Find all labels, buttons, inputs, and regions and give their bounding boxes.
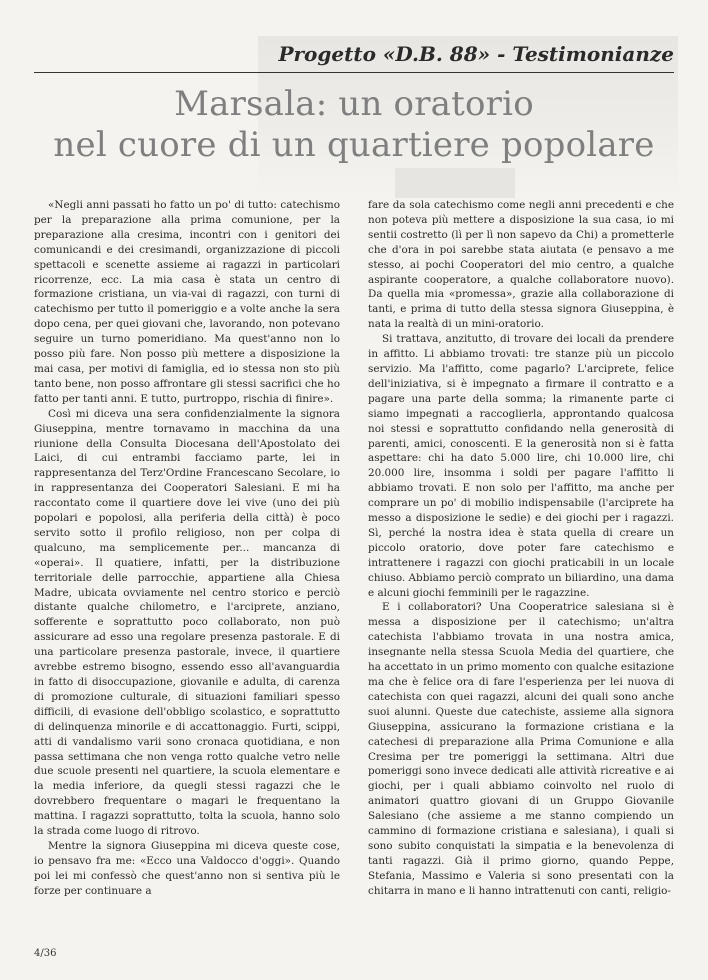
- running-head: Progetto «D.B. 88» - Testimonianze: [278, 42, 674, 66]
- page-number: 4/36: [34, 948, 57, 959]
- article-title-line-1: Marsala: un oratorio: [174, 84, 534, 124]
- header-background-detail: [395, 168, 515, 198]
- paragraph: fare da sola catechismo come negli anni precedenti e che non poteva più mettere a disposizione la sua casa, io mi sentii costretto (lì per lì non sapevo da Chi) a prometterle che d'ora in poi sarebbe stata aiutata (e pensavo a me stesso, ai pochi Cooperatori del mio centro, a qualche aspirante cooperatore, a qualche collaboratore nuovo). Da quella mia «promessa», grazie alla collaborazione di tanti, e prima di tutto della stessa signora Giuseppina, è nata la realtà di un mini-oratorio.: [368, 199, 674, 331]
- paragraph: Si trattava, anzitutto, di trovare dei locali da prendere in affitto. Li abbiamo trovati: tre stanze più un piccolo servizio. Ma l'affitto, come pagarlo? L'arciprete, felice dell'iniziativa, si è impegnato a firmare il contratto e a pagare una parte della somma; la rimanente parte ci siamo impegnati a raccoglierla, approntando qualcosa noi stessi e soprattutto confidando nella generosità di parenti, amici, conoscenti. E la generosità non si è fatta aspettare: chi ha dato 5.000 lire, chi 10.000 lire, chi 20.000 lire, insomma i soldi per pagare l'affitto li abbiamo trovati. E non solo per l'affitto, ma anche per comprare un po' di mobilio indispensabile (l'arciprete ha messo a disposizione le sedie) e dei giochi per i ragazzi. Sì, perché la nostra idea è stata quella di creare un piccolo oratorio, dove poter fare catechismo e intrattenere i ragazzi con giochi praticabili in un locale chiuso. Abbiamo perciò comprato un biliardino, una dama e alcuni giochi femminili per le ragazzine.: [368, 333, 674, 599]
- article-title: [34, 84, 674, 166]
- column-right: [368, 198, 674, 899]
- header-rule: [34, 72, 674, 73]
- column-left: [34, 198, 340, 899]
- paragraph: E i collaboratori? Una Cooperatrice salesiana si è messa a disposizione per il catechismo; un'altra catechista l'abbiamo trovata in una nostra amica, insegnante nella stessa Scuola Media del quartiere, che ha accettato in un primo momento con qualche esitazione ma che è felice ora di fare l'esperienza per lei nuova di catechista con quei ragazzi, alcuni dei quali sono anche suoi alunni. Queste due catechiste, assieme alla signora Giuseppina, assicurano la formazione cristiana e la catechesi di preparazione alla Prima Comunione e alla Cresima per tre pomeriggi la settimana. Altri due pomeriggi sono invece dedicati alle attività ricreative e ai giochi, per i quali abbiamo coinvolto nel ruolo di animatori quattro giovani di un Gruppo Giovanile Salesiano (che assieme a me stanno compiendo un cammino di formazione cristiana e salesiana), i quali si sono subito conquistati la simpatia e la benevolenza di tanti ragazzi. Già il primo giorno, quando Peppe, Stefania, Massimo e Valeria si sono presentati con la chitarra in mano e li hanno intrattenuti con canti, religio-: [368, 601, 674, 897]
- paragraph: Così mi diceva una sera confidenzialmente la signora Giuseppina, mentre tornavamo in macchina da una riunione della Consulta Diocesana dell'Apostolato dei Laici, di cui entrambi facciamo parte, lei in rappresentanza del Terz'Ordine Francescano Secolare, io in rappresentanza dei Cooperatori Salesiani. E mi ha raccontato come il quartiere dove lei vive (uno dei più popolari e popolosi, alla periferia della città) è poco servito sotto il profilo religioso, non per colpa di qualcuno, ma semplicemente per... mancanza di «operai». Il quatiere, infatti, per la distribuzione territoriale delle parrocchie, appartiene alla Chiesa Madre, ubicata ovviamente nel centro storico e perciò distante qualche chilometro, e l'arciprete, anziano, sofferente e soprattutto poco collaborato, non può assicurare ad esso una regolare presenza pastorale. E di una particolare presenza pastorale, invece, il quartiere avrebbe estremo bisogno, essendo esso all'avanguardia in fatto di disoccupazione, giovanile e adulta, di carenza di promozione culturale, di situazioni familiari spesso difficili, di evasione dell'obbligo scolastico, e soprattutto di delinquenza minorile e di accattonaggio. Furti, scippi, atti di vandalismo varii sono cronaca quotidiana, e non passa settimana che non venga rotto qualche vetro nelle due scuole presenti nel quartiere, la scuola elementare e la media inferiore, da quegli stessi ragazzi che le dovrebbero frequentare o magari le frequentano la mattina. I ragazzi soprattutto, tolta la scuola, hanno solo la strada come luogo di ritrovo.: [34, 407, 340, 838]
- paragraph: Mentre la signora Giuseppina mi diceva queste cose, io pensavo fra me: «Ecco una Valdocco d'oggi». Quando poi lei mi confessò che quest'anno non si sentiva più le forze per continuare a: [34, 839, 340, 897]
- paragraph: «Negli anni passati ho fatto un po' di tutto: catechismo per la preparazione alla prima comunione, per la preparazione alla cresima, incontri con i genitori dei comunicandi e dei cresimandi, organizzazione di piccoli spettacoli e scenette assieme ai ragazzi in particolari ricorrenze, ecc. La mia casa è stata un centro di formazione cristiana, un via-vai di ragazzi, con turni di catechismo per tutto il pomeriggio e a volte anche la sera dopo cena, per quei giovani che, lavorando, non potevano seguire un turno pomeridiano. Ma quest'anno non lo posso più fare. Non posso più mettere a disposizione la mai casa, per motivi di famiglia, ed io stessa non sto più tanto bene, non posso affrontare gli stessi sacrifici che ho fatto per tanti anni. E tutto, purtroppo, rischia di finire».: [34, 199, 340, 405]
- article-title-line-2: nel cuore di un quartiere popolare: [53, 125, 655, 165]
- article-body: [34, 198, 674, 899]
